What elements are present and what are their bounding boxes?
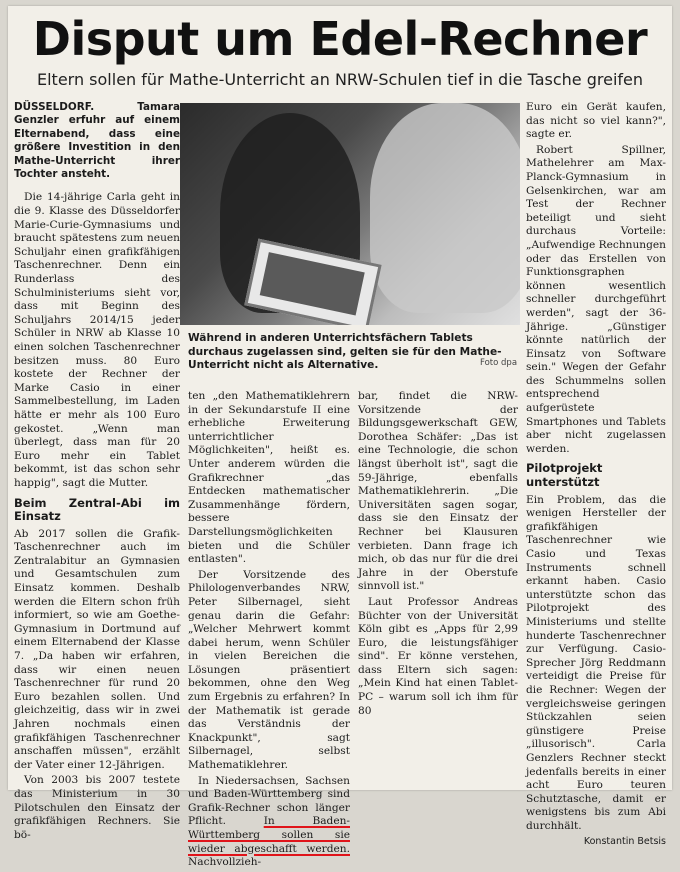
author-byline: Konstantin Betsis: [583, 836, 666, 848]
subheadline: Eltern sollen für Mathe-Unterricht an NRW-Schulen tief in die Tasche greifen: [36, 70, 643, 89]
highlighted-sentence: In Baden-Württemberg sollen sie wieder abgeschafft werden.: [188, 815, 350, 855]
photo-caption: Während in anderen Unterrichtsfächern Tablets durchaus zugelassen sind, gelten sie für den Mathe-Unterricht nicht als Alternative.: [188, 332, 502, 372]
section-subtitle: Beim Zentral-Abi im Einsatz: [14, 495, 180, 524]
body-paragraph: ten „den Mathematiklehrern in der Sekundarstufe II eine erhebliche Erweiterung unterrichtlicher Möglichkeiten", heißt es. Unter anderem würden die Grafikrechner „das Entdecken mathematischer Zusammenhänge fördern, bessere Darstellungsmöglichkeiten bieten und die Schüler entlasten".: [188, 390, 350, 566]
column-4: [526, 101, 666, 849]
body-paragraph: Der Vorsitzende des Philologenverbandes NRW, Peter Silbernagel, sieht genau darin die Gefahr: „Welcher Mehrwert kommt dabei herum, wenn Schüler in vielen Bereichen die Lösungen präsentiert bekommen, ohne den Weg zum Ergebnis zu erfahren? In der Mathematik ist gerade das Verständnis der Knackpunkt", sagt Silbernagel, selbst Mathematiklehrer.: [188, 568, 350, 772]
body-paragraph: [188, 775, 350, 870]
headline: Disput um Edel-Rechner: [32, 12, 648, 66]
body-paragraph: Die 14-jährige Carla geht in die 9. Klasse des Düsseldorfer Marie-Curie-Gymnasiums und braucht spätestens zum neuen Schuljahr einen grafikfähigen Taschenrechner. Denn ein Runderlass des Schulministeriums sieht vor, dass mit Beginn des Schuljahrs 2014/15 jeder Schüler in NRW ab Klasse 10 einen solchen Taschenrechner besitzen muss. 80 Euro kostete der Rechner der Marke Casio in einer Sammelbestellung, im Laden hätte er mehr als 100 Euro gekostet. „Wenn man überlegt, dass man für 20 Euro mehr ein Tablet bekommt, ist das schon sehr happig", sagt die Mutter.: [14, 191, 180, 489]
column-1: [14, 101, 180, 844]
body-text: In Niedersachsen, Sachsen und Baden-Württemberg sind Grafik-Rechner schon länger Pflicht.: [188, 774, 350, 828]
body-paragraph: Laut Professor Andreas Büchter von der Universität Köln gibt es „Apps für 2,99 Euro, die leistungsfähiger sind". Er könne verstehen, dass Eltern sich sagen: „Mein Kind hat einen Tablet-PC – warum soll ich ihm für 80: [358, 595, 518, 717]
body-paragraph: Euro ein Gerät kaufen, das nicht so viel kann?", sagte er.: [526, 101, 666, 141]
article-photo: [180, 103, 520, 325]
column-2: [188, 390, 350, 872]
body-paragraph: Robert Spillner, Mathelehrer am Max-Planck-Gymnasium in Gelsenkirchen, war am Test der Rechner beteiligt und sieht durchaus Vorteile: „Aufwendige Rechnungen oder das Erstellen von Funktionsgraphen können wesentlich schneller durchgeführt werden", sagt der 36-Jährige. „Günstiger könnte natürlich der Einsatz von Software sein." Wegen der Gefahr des Schummelns sollen entsprechend aufgerüstete Smartphones und Tablets aber nicht zugelassen werden.: [526, 143, 666, 455]
body-text: Nachvollzieh-: [188, 856, 262, 869]
photo-figure: [370, 103, 520, 313]
newspaper-clipping: [8, 6, 672, 869]
lead-paragraph: DÜSSELDORF. Tamara Genzler erfuhr auf einem Elternabend, dass eine größere Investition in den Mathe-Unterricht ihrer Tochter ansteht.: [14, 101, 180, 181]
section-subtitle: Pilotprojekt unterstützt: [526, 461, 603, 490]
body-paragraph: Von 2003 bis 2007 testete das Ministerium in 30 Pilotschulen den Einsatz der grafikfähigen Rechners. Sie bö-: [14, 774, 180, 841]
photo-credit: Foto dpa: [480, 358, 518, 368]
body-paragraph: Ein Problem, das die wenigen Hersteller der grafikfähigen Taschenrechner wie Casio und Texas Instruments schnell erkannt haben. Casio unterstützte schon das Pilotprojekt des Ministeriums und stellte hunderte Taschenrechner zur Verfügung. Casio-Sprecher Jörg Reddmann verteidigt die Preise für die Rechner: Wegen der vergleichsweise geringen Stückzahlen seien günstigere Preise „illusorisch". Carla Genzlers Rechner steckt jedenfalls bereits in einer acht Euro teuren Schutztasche, damit er wenigstens bis zum Abi durchhält.: [526, 493, 666, 832]
body-paragraph: Ab 2017 sollen die Grafik-Taschenrechner auch im Zentralabitur an Gymnasien und Gesamtschulen zum Einsatz kommen. Deshalb werden die Eltern schon früh informiert, so wie am Goethe-Gymnasium in Dortmund auf einem Elternabend der Klasse 7. „Da haben wir erfahren, dass wir einen neuen Taschenrechner für rund 20 Euro bezahlen sollen. Und gleichzeitig, dass wir in zwei Jahren nochmals einen grafikfähigen Taschenrechner anschaffen müssen", erzählt der Vater einer 12-Jährigen.: [14, 527, 180, 771]
column-3: [358, 390, 518, 720]
body-paragraph: bar, findet die NRW-Vorsitzende der Bildungsgewerkschaft GEW, Dorothea Schäfer: „Das ist eine Technologie, die schon längst überholt ist", sagt die 59-Jährige, ebenfalls Mathematiklehrerin. „Die Universitäten sagen sogar, dass sie den Einsatz der Rechner bei Klausuren verbieten. Dann frage ich mich, ob das nur für die drei Jahre in der Oberstufe sinnvoll ist.": [358, 390, 518, 593]
